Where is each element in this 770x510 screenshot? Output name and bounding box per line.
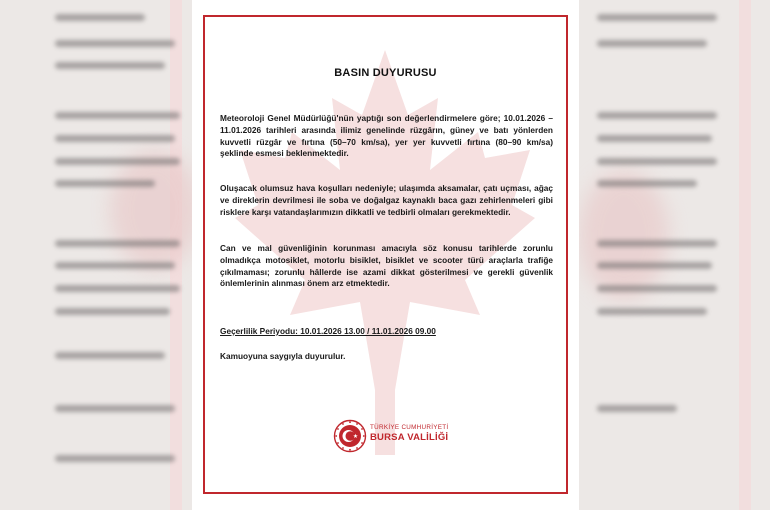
paragraph-safety: Can ve mal güvenliğinin korunması amacıyla söz konusu tarihlerde zorunlu olmadıkça motosiklet, motorlu bisiklet, bisiklet ve scooter türü araçlarla trafiğe çıkılmaması; zorunlu hâllerde ise azami dikkat gösterilmesi ve gerekli güvenlik önlemlerinin alınması önem arz etmektedir. xyxy=(220,243,553,289)
blurred-watermark xyxy=(579,170,669,300)
logo-text-governorate: BURSA VALİLİĞİ xyxy=(370,432,449,443)
turkish-emblem-icon xyxy=(333,419,367,453)
blurred-line xyxy=(55,262,175,269)
blurred-line xyxy=(597,112,717,119)
blurred-line xyxy=(55,455,175,462)
blurred-line xyxy=(55,308,170,315)
blurred-line xyxy=(55,158,180,165)
logo-text-republic: TÜRKİYE CUMHURİYETİ xyxy=(370,424,449,431)
blurred-line xyxy=(55,62,165,69)
blurred-line xyxy=(55,352,165,359)
blurred-line xyxy=(55,112,180,119)
blurred-background-left xyxy=(0,0,192,510)
blurred-line xyxy=(55,40,175,47)
blurred-line xyxy=(597,308,707,315)
blurred-line xyxy=(55,240,180,247)
blurred-line xyxy=(55,405,175,412)
validity-period: Geçerlilik Periyodu: 10.01.2026 13.00 / 11.01.2026 09.00 xyxy=(220,326,436,336)
blurred-line xyxy=(597,14,717,21)
blurred-line xyxy=(597,262,712,269)
blurred-line xyxy=(597,405,677,412)
blurred-line xyxy=(597,180,697,187)
blurred-line xyxy=(597,40,707,47)
document-title: BASIN DUYURUSU xyxy=(334,67,437,79)
blurred-line xyxy=(597,285,717,292)
closing-statement: Kamuoyuna saygıyla duyurulur. xyxy=(220,351,346,361)
blurred-line xyxy=(597,240,717,247)
blurred-line xyxy=(55,135,175,142)
paragraph-risks: Oluşacak olumsuz hava koşulları nedeniyle; ulaşımda aksamalar, çatı uçması, ağaç ve direklerin devrilmesi ile soba ve doğalgaz kaynaklı baca gazı zehirlenmeleri gibi risklere karşı vatandaşlarımızın dikkatli ve tedbirli olmaları gerekmektedir. xyxy=(220,183,553,217)
blurred-background-right xyxy=(579,0,770,510)
blurred-line xyxy=(597,158,717,165)
paragraph-forecast: Meteoroloji Genel Müdürlüğü'nün yaptığı son değerlendirmelere göre; 10.01.2026 – 11.01.2026 tarihleri arasında ilimiz genelinde rüzgârın, güney ve batı yönlerden kuvvetli rüzgâr ve fırtına (50–70 km/sa), yer yer kuvvetli fırtına (80–90 km/sa) şeklinde esmesi beklenmektedir. xyxy=(220,113,553,159)
blurred-line xyxy=(55,285,180,292)
blurred-stripe xyxy=(739,0,751,510)
blurred-line xyxy=(55,14,145,21)
blurred-watermark xyxy=(110,150,192,270)
blurred-line xyxy=(597,135,712,142)
blurred-line xyxy=(55,180,155,187)
